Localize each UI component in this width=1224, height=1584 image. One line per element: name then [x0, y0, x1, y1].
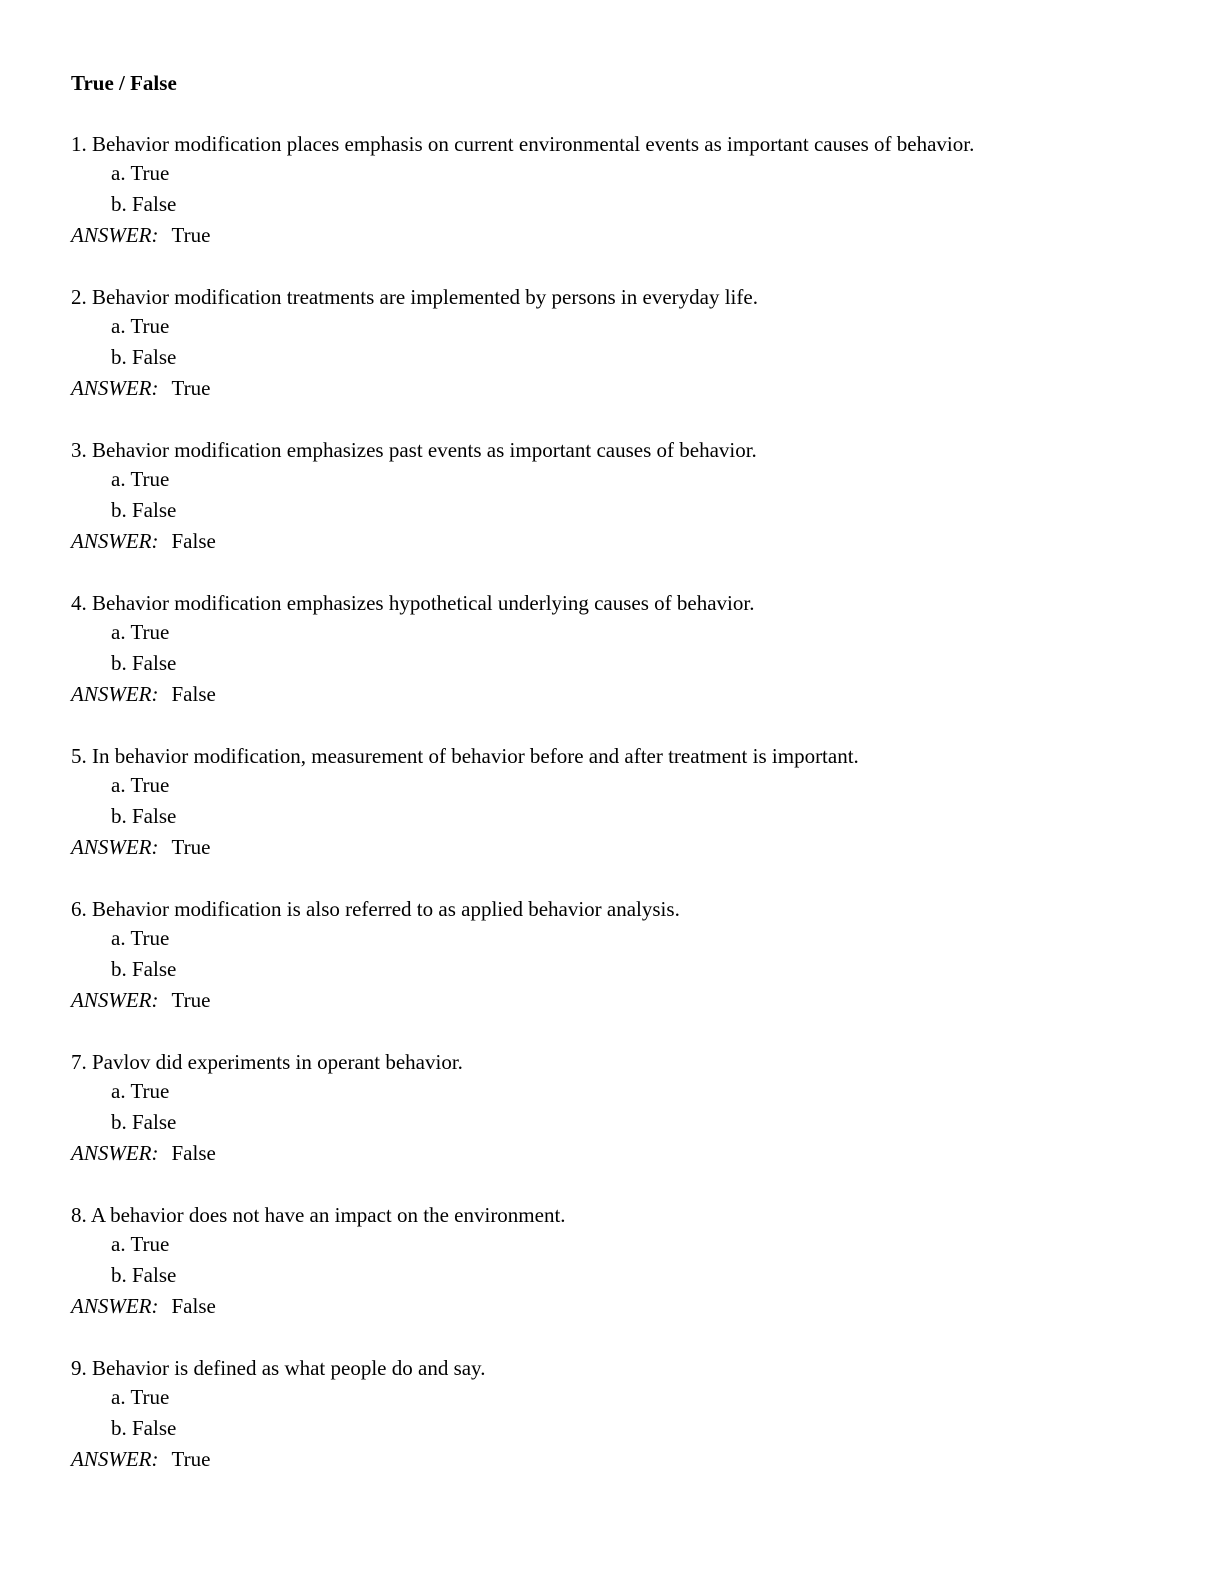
answer-label: ANSWER:	[71, 835, 159, 859]
question-stem: 8. A behavior does not have an impact on the environment.	[71, 1203, 566, 1227]
question-5	[71, 742, 1171, 863]
question-2	[71, 283, 1171, 404]
option-true: a. True	[111, 1385, 170, 1409]
option-false: b. False	[111, 804, 177, 828]
question-stem: 3. Behavior modification emphasizes past events as important causes of behavior.	[71, 438, 757, 462]
answer-value: True	[171, 835, 211, 859]
question-stem: 1. Behavior modification places emphasis on current environmental events as important causes of behavior.	[71, 132, 975, 156]
question-7	[71, 1048, 1171, 1169]
question-stem: 9. Behavior is defined as what people do and say.	[71, 1356, 486, 1380]
question-stem: 7. Pavlov did experiments in operant behavior.	[71, 1050, 463, 1074]
option-false: b. False	[111, 1110, 177, 1134]
option-false: b. False	[111, 1263, 177, 1287]
answer-value: True	[171, 223, 211, 247]
option-true: a. True	[111, 467, 170, 491]
answer-label: ANSWER:	[71, 988, 159, 1012]
answer-value: True	[171, 988, 211, 1012]
question-6	[71, 895, 1171, 1016]
option-false: b. False	[111, 957, 177, 981]
question-9	[71, 1354, 1171, 1475]
answer-line	[71, 1291, 1171, 1322]
answer-label: ANSWER:	[71, 529, 159, 553]
answer-line	[71, 832, 1171, 863]
answer-line	[71, 1444, 1171, 1475]
document-page	[71, 68, 1171, 1475]
option-false: b. False	[111, 1416, 177, 1440]
question-stem: 4. Behavior modification emphasizes hypothetical underlying causes of behavior.	[71, 591, 755, 615]
option-list	[111, 464, 1171, 526]
answer-label: ANSWER:	[71, 1141, 159, 1165]
answer-line	[71, 373, 1171, 404]
answer-line	[71, 985, 1171, 1016]
section-title: True / False	[71, 71, 177, 95]
answer-line	[71, 220, 1171, 251]
option-true: a. True	[111, 926, 170, 950]
answer-value: True	[171, 1447, 211, 1471]
option-false: b. False	[111, 192, 177, 216]
option-false: b. False	[111, 345, 177, 369]
answer-value: False	[171, 682, 216, 706]
question-1	[71, 130, 1171, 251]
answer-label: ANSWER:	[71, 1294, 159, 1318]
option-true: a. True	[111, 1232, 170, 1256]
answer-value: False	[171, 1141, 216, 1165]
option-true: a. True	[111, 773, 170, 797]
option-list	[111, 1229, 1171, 1291]
answer-value: True	[171, 376, 211, 400]
question-4	[71, 589, 1171, 710]
answer-label: ANSWER:	[71, 682, 159, 706]
option-list	[111, 923, 1171, 985]
answer-value: False	[171, 1294, 216, 1318]
question-8	[71, 1201, 1171, 1322]
answer-line	[71, 1138, 1171, 1169]
answer-label: ANSWER:	[71, 1447, 159, 1471]
option-list	[111, 158, 1171, 220]
answer-label: ANSWER:	[71, 223, 159, 247]
answer-line	[71, 526, 1171, 557]
option-true: a. True	[111, 161, 170, 185]
option-false: b. False	[111, 498, 177, 522]
option-list	[111, 1076, 1171, 1138]
option-true: a. True	[111, 1079, 170, 1103]
question-stem: 2. Behavior modification treatments are implemented by persons in everyday life.	[71, 285, 758, 309]
option-true: a. True	[111, 314, 170, 338]
question-stem: 6. Behavior modification is also referred to as applied behavior analysis.	[71, 897, 680, 921]
answer-value: False	[171, 529, 216, 553]
answer-label: ANSWER:	[71, 376, 159, 400]
answer-line	[71, 679, 1171, 710]
option-list	[111, 311, 1171, 373]
option-list	[111, 1382, 1171, 1444]
option-list	[111, 617, 1171, 679]
question-stem: 5. In behavior modification, measurement of behavior before and after treatment is important.	[71, 744, 859, 768]
option-true: a. True	[111, 620, 170, 644]
option-list	[111, 770, 1171, 832]
question-3	[71, 436, 1171, 557]
option-false: b. False	[111, 651, 177, 675]
